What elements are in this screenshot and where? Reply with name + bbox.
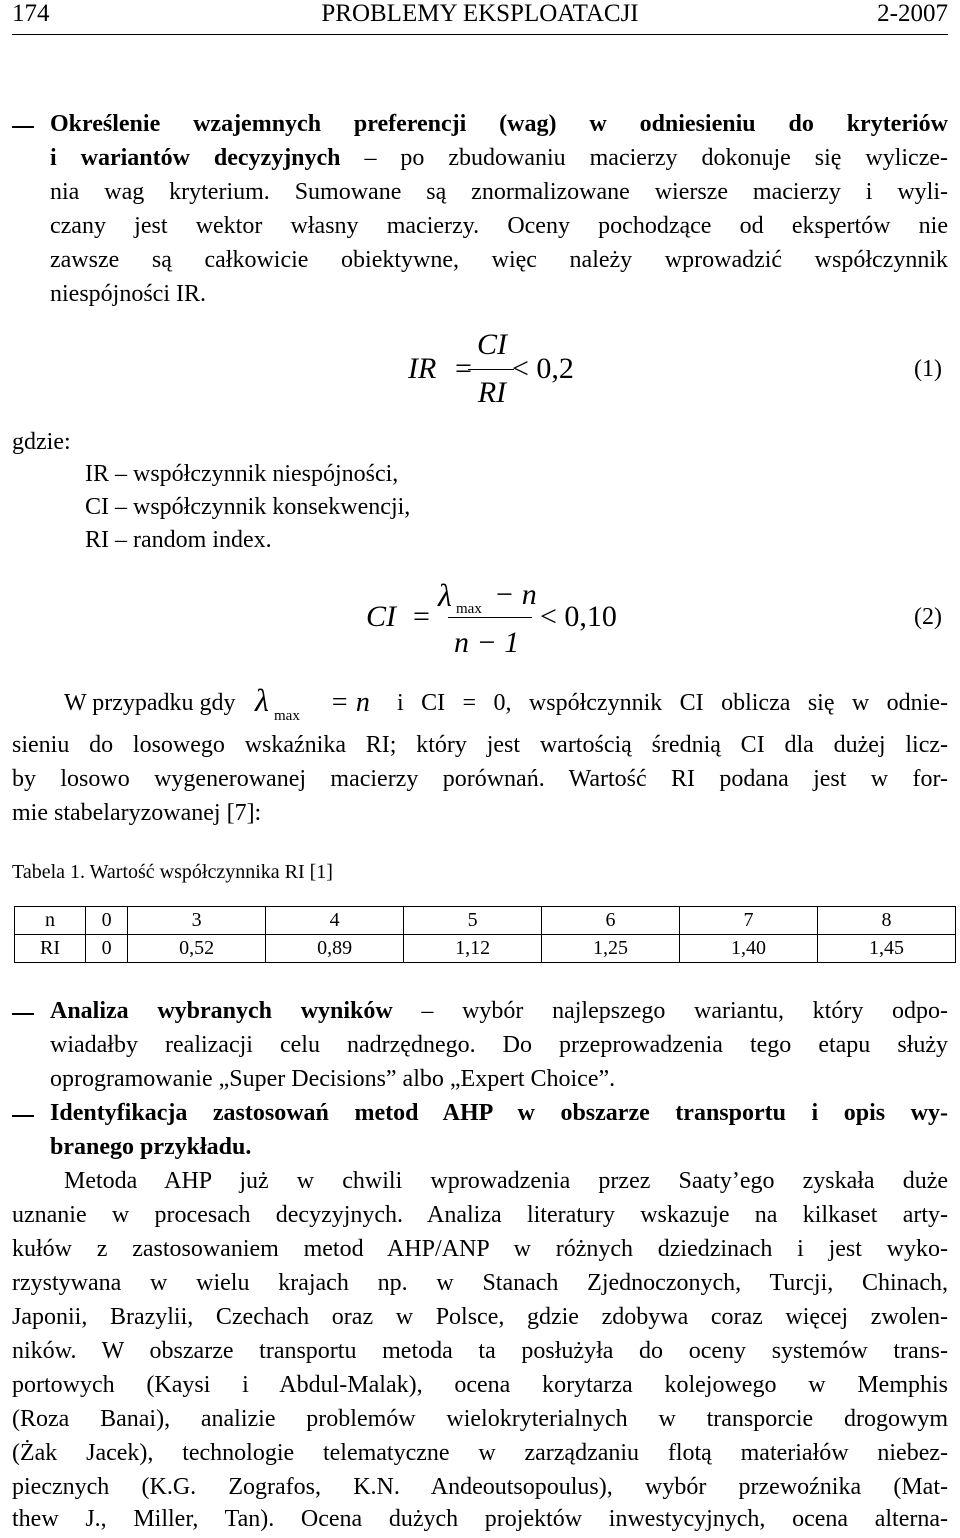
page-number: 174: [12, 0, 50, 27]
table-row: [15, 907, 956, 935]
table-cell: RI: [15, 935, 86, 963]
para2-line: Japonii, Brazylii, Czechach oraz w Polsce, gdzie zdobywa coraz więcej zwolen-: [12, 1304, 948, 1330]
table-cell: 7: [680, 907, 818, 935]
para2-line: uznanie w procesach decyzyjnych. Analiza literatury wskazuje na kilkaset arty-: [12, 1202, 948, 1228]
eq2-numerator-rest: − n: [494, 578, 537, 611]
eq1-number: (1): [914, 356, 942, 382]
para1-eq-n: = n: [330, 687, 370, 718]
item3-line: Identyfikacja zastosowań metod AHP w obszarze transportu i opis wy-: [50, 1100, 948, 1126]
table-cell: 0: [86, 935, 128, 963]
bullet-dash: [12, 1013, 34, 1015]
para1-line-first: W przypadku gdy: [64, 690, 236, 716]
table-cell: 0: [86, 907, 128, 935]
eq2-number: (2): [914, 604, 942, 630]
item1-line: i wariantów decyzyjnych – po zbudowaniu macierzy dokonuje się wylicze-: [50, 145, 948, 171]
eq1-fraction-bar: [468, 369, 514, 370]
table-cell: n: [15, 907, 86, 935]
table-cell: 1,40: [680, 935, 818, 963]
para2-line: ników. W obszarze transportu metoda ta posłużyła do oceny systemów trans-: [12, 1338, 948, 1364]
table-cell: 8: [818, 907, 956, 935]
para1-line: sieniu do losowego wskaźnika RI; który jest wartością średnią CI dla dużej licz-: [12, 732, 948, 758]
eq2-equals: =: [413, 600, 430, 633]
item1-line: niespójności IR.: [50, 281, 206, 307]
item1-line: Określenie wzajemnych preferencji (wag) w odniesieniu do kryteriów: [50, 111, 948, 137]
table-row: [15, 935, 956, 963]
ri-table: [14, 906, 956, 963]
para2-line: piecznych (K.G. Zografos, K.N. Andeoutsopoulus), wybór przewoźnika (Mat-: [12, 1474, 948, 1500]
item2-line: oprogramowanie „Super Decisions” albo „Expert Choice”.: [50, 1066, 616, 1092]
para1-line: mie stabelaryzowanej [7]:: [12, 800, 262, 826]
definition-ri: RI – random index.: [85, 527, 272, 553]
para2-line: (Żak Jacek), technologie telematyczne w zarządzaniu flotą materiałów niebez-: [12, 1440, 948, 1466]
para1-line: by losowo wygenerowanej macierzy porównań. Wartość RI podana jest w for-: [12, 766, 948, 792]
para2-line: (Roza Banai), analizie problemów wielokryterialnych w transporcie drogowym: [12, 1406, 948, 1432]
journal-title: PROBLEMY EKSPLOATACJI: [321, 0, 639, 27]
eq2-subscript: max: [456, 601, 482, 617]
table-caption: Tabela 1. Wartość współczynnika RI [1]: [12, 861, 333, 883]
eq1-numerator: CI: [477, 328, 507, 361]
para1-lambda: λ: [255, 682, 269, 718]
table-cell: 6: [542, 907, 680, 935]
item3-line: branego przykładu.: [50, 1134, 252, 1160]
eq2-lambda: λ: [438, 577, 452, 613]
para2-line: portowych (Kaysi i Abdul-Malak), ocena korytarza kolejowego w Memphis: [12, 1372, 948, 1398]
para2-line: thew J., Miller, Tan). Ocena dużych projektów inwestycyjnych, ocena alterna-: [12, 1506, 948, 1532]
para1-subscript: max: [274, 708, 300, 724]
eq2-fraction-bar: [448, 617, 532, 618]
item2-line: Analiza wybranych wyników – wybór najlepszego wariantu, który odpo-: [50, 998, 949, 1024]
table-cell: 5: [404, 907, 542, 935]
para2-line: Metoda AHP już w chwili wprowadzenia przez Saaty’ego zyskała duże: [64, 1168, 948, 1194]
item2-line: wiadałby realizacji celu nadrzędnego. Do przeprowadzenia tego etapu służy: [50, 1032, 948, 1058]
table-cell: 4: [266, 907, 404, 935]
para2-line: rzystywana w wielu krajach np. w Stanach Zjednoczonych, Turcji, Chinach,: [12, 1270, 948, 1296]
para2-line: kułów z zastosowaniem metod AHP/ANP w różnych dziedzinach i jest wyko-: [12, 1236, 948, 1262]
item1-line: czany jest wektor własny macierzy. Oceny pochodzące od ekspertów nie: [50, 213, 948, 239]
item1-line: nia wag kryterium. Sumowane są znormalizowane wiersze macierzy i wyli-: [50, 179, 948, 205]
table-cell: 1,12: [404, 935, 542, 963]
definition-ci: CI – współczynnik konsekwencji,: [85, 494, 411, 520]
bullet-dash: [12, 1115, 34, 1117]
table-cell: 3: [128, 907, 266, 935]
issue-number: 2-2007: [877, 0, 948, 27]
para1-line-first-rest: i CI = 0, współczynnik CI oblicza się w odnie-: [397, 690, 948, 716]
table-cell: 1,25: [542, 935, 680, 963]
table-cell: 0,89: [266, 935, 404, 963]
eq1-equals: =: [455, 352, 472, 385]
eq1-relation: < 0,2: [512, 352, 574, 385]
where-label: gdzie:: [12, 429, 71, 455]
running-header: [12, 0, 948, 35]
eq1-denominator: RI: [477, 376, 507, 409]
eq2-relation: < 0,10: [540, 600, 617, 633]
eq1-lhs: IR: [408, 352, 437, 385]
definition-ir: IR – współczynnik niespójności,: [85, 461, 399, 487]
eq2-lhs: CI: [366, 600, 396, 633]
table-cell: 0,52: [128, 935, 266, 963]
eq2-denominator: n − 1: [454, 626, 520, 659]
item1-line: zawsze są całkowicie obiektywne, więc należy wprowadzić współczynnik: [50, 247, 948, 273]
table-cell: 1,45: [818, 935, 956, 963]
bullet-dash: [12, 126, 34, 128]
